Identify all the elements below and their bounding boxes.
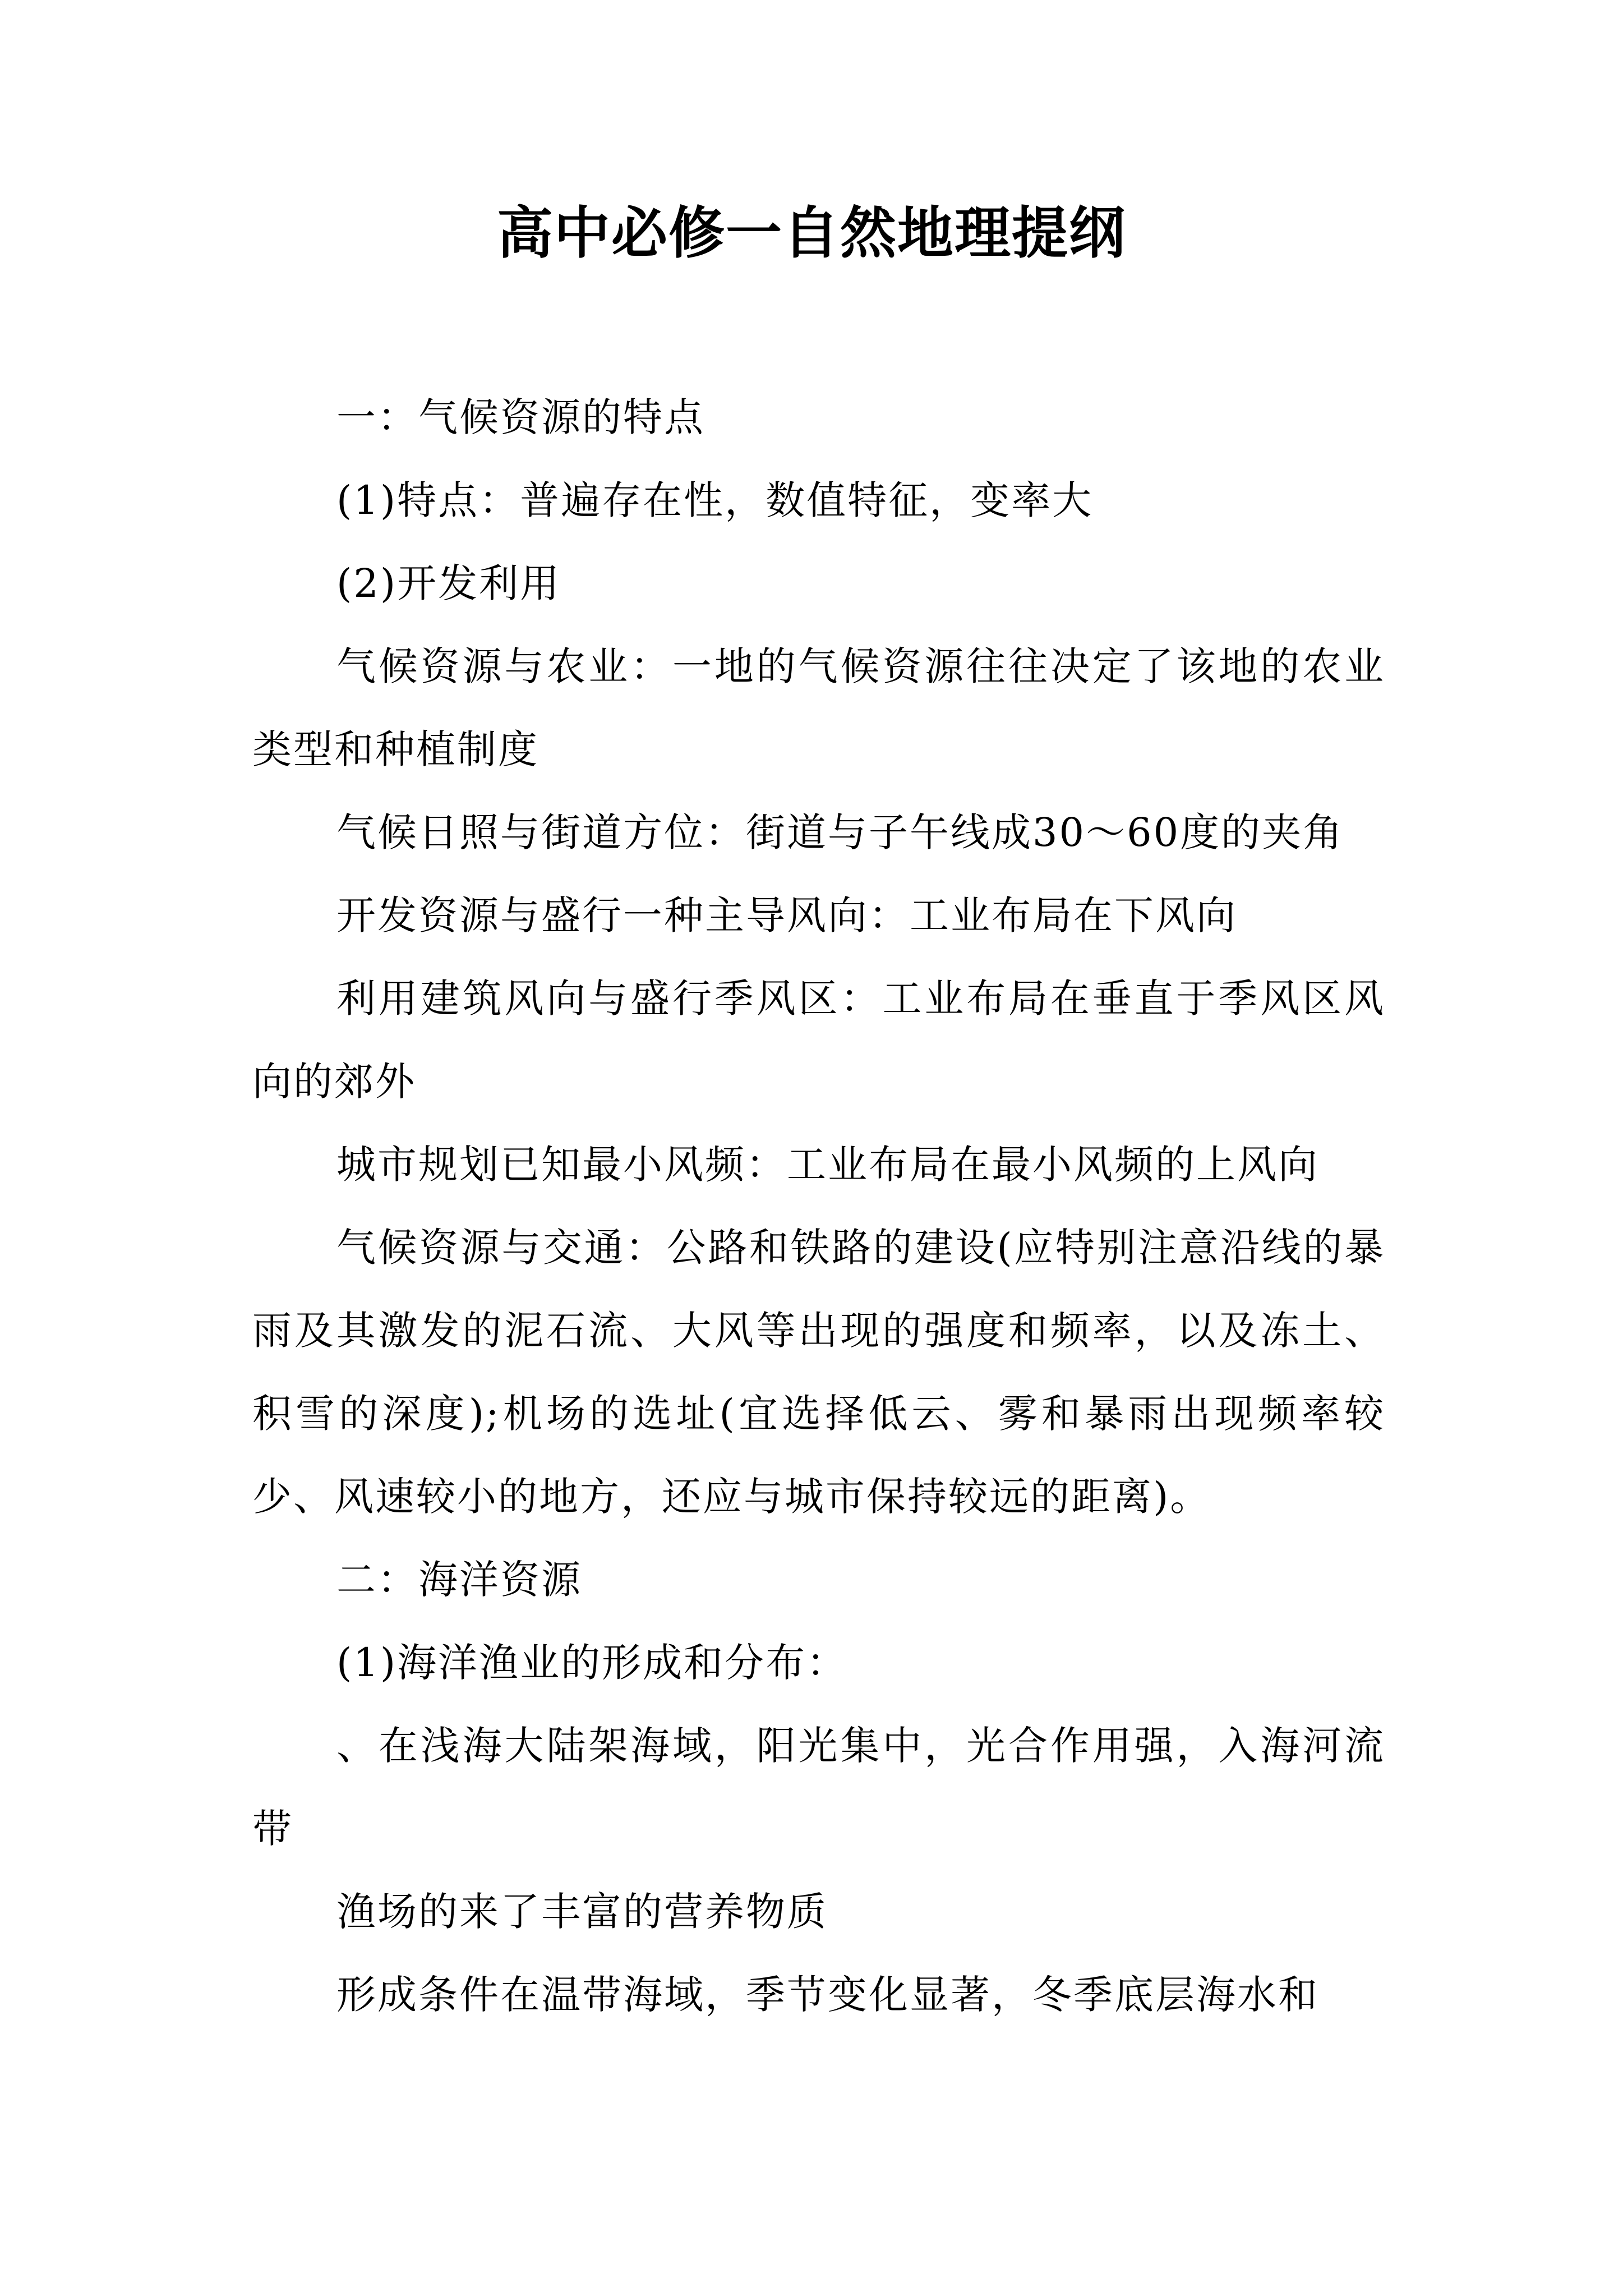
paragraph: 气候日照与街道方位：街道与子午线成30～60度的夹角	[336, 809, 1344, 855]
paragraph: 城市规划已知最小风频：工业布局在最小风频的上风向	[336, 1142, 1319, 1188]
section-heading-climate: 一：气候资源的特点	[336, 394, 705, 440]
paragraph: (1)特点：普遍存在性，数值特征，变率大	[336, 477, 1094, 523]
paragraph: 、在浅海大陆架海域，阳光集中，光合作用强，入海河流带	[252, 1723, 1385, 1852]
document-body	[252, 376, 1385, 2036]
paragraph: 利用建筑风向与盛行季风区：工业布局在垂直于季风区风向的郊外	[252, 976, 1385, 1105]
paragraph: 气候资源与交通：公路和铁路的建设(应特别注意沿线的暴雨及其激发的泥石流、大风等出现的强度和频率，以及冻土、积雪的深度);机场的选址(宜选择低云、雾和暴雨出现频率较少、风速较小的地方，还应与城市保持较远的距离)。	[252, 1225, 1385, 1520]
paragraph: 气候资源与农业：一地的气候资源往往决定了该地的农业类型和种植制度	[252, 643, 1385, 772]
paragraph: 开发资源与盛行一种主导风向：工业布局在下风向	[336, 892, 1237, 938]
section-heading-ocean: 二：海洋资源	[336, 1557, 582, 1603]
paragraph: 形成条件在温带海域，季节变化显著，冬季底层海水和	[336, 1972, 1319, 2018]
paragraph: 渔场的来了丰富的营养物质	[336, 1889, 828, 1935]
paragraph: (1)海洋渔业的形成和分布：	[336, 1640, 848, 1686]
document-title: 高中必修一自然地理提纲	[497, 200, 1126, 266]
paragraph: (2)开发利用	[336, 560, 561, 606]
